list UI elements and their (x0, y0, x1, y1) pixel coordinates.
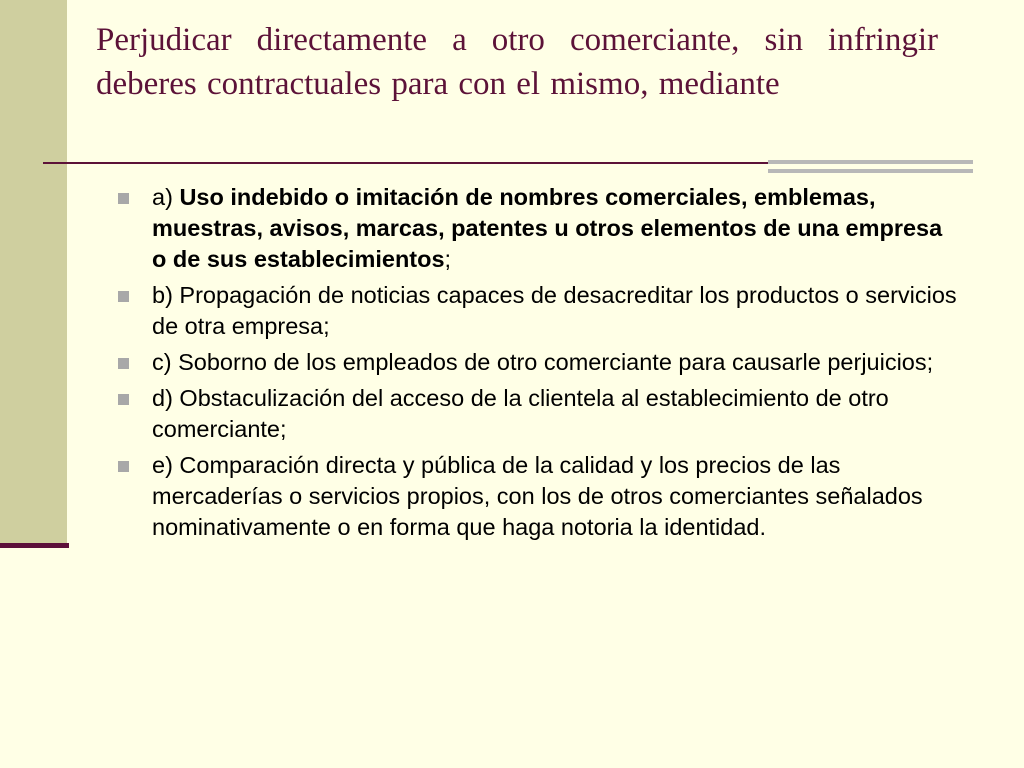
square-bullet-icon (118, 461, 129, 472)
left-decorative-band (0, 0, 67, 545)
list-item (112, 280, 962, 342)
list-item (112, 182, 962, 275)
title-underline-gray-bottom (768, 169, 973, 173)
square-bullet-icon (118, 291, 129, 302)
bullet-suffix: ; (444, 246, 452, 272)
bullet-text: b) Propagación de noticias capaces de desacreditar los productos o servicios de otra empresa; (152, 282, 957, 339)
title-underline (43, 162, 768, 164)
list-item (112, 347, 962, 378)
square-bullet-icon (118, 358, 129, 369)
bullet-list (112, 182, 962, 548)
slide-title: Perjudicar directamente a otro comerciante, sin infringir deberes contractuales para con el mismo, mediante (96, 22, 938, 102)
bullet-text (152, 184, 942, 272)
bullet-text: c) Soborno de los empleados de otro comerciante para causarle perjuicios; (152, 349, 934, 375)
title-underline-gray-top (768, 160, 973, 164)
bullet-prefix: a) (152, 184, 180, 210)
list-item (112, 450, 962, 543)
bullet-bold-text: Uso indebido o imitación de nombres comerciales, emblemas, muestras, avisos, marcas, patentes u otros elementos de una empresa o de sus establecimientos (152, 184, 943, 272)
left-band-accent-line (0, 543, 69, 548)
bullet-text: d) Obstaculización del acceso de la clientela al establecimiento de otro comerciante; (152, 385, 889, 442)
bullet-text: e) Comparación directa y pública de la calidad y los precios de las mercaderías o servicios propios, con los de otros comerciantes señalados nominativamente o en forma que haga notoria la identidad. (152, 452, 923, 540)
square-bullet-icon (118, 394, 129, 405)
list-item (112, 383, 962, 445)
square-bullet-icon (118, 193, 129, 204)
